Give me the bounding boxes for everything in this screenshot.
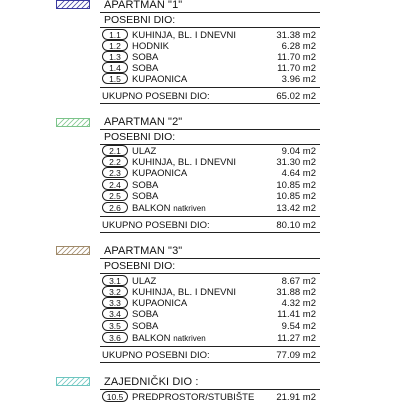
room-name	[132, 333, 206, 344]
list-item	[102, 168, 319, 179]
divider	[100, 258, 320, 259]
divider	[100, 273, 320, 274]
room-name: ULAZ	[132, 146, 157, 157]
section-title-apartman-2: APARTMAN "2"	[104, 116, 183, 128]
room-number-badge: 1.1	[102, 29, 128, 40]
room-area: 31.88 m2	[276, 287, 316, 298]
room-number-badge: 3.4	[102, 308, 128, 319]
room-number-badge: 3.6	[102, 332, 128, 343]
room-area: 4.32 m2	[281, 298, 316, 309]
room-number-badge: 2.5	[102, 190, 128, 201]
room-name: KUHINJA, BL. I DNEVNI	[132, 30, 236, 41]
hatch-swatch-common	[56, 377, 90, 386]
hatch-swatch-apartman-1	[56, 0, 90, 9]
room-name: SOBA	[132, 180, 159, 191]
room-name: HODNIK	[132, 41, 169, 52]
room-number-badge: 1.5	[102, 73, 128, 84]
room-area: 4.64 m2	[281, 168, 316, 179]
room-name: PREDPROSTOR/STUBIŠTE	[132, 392, 255, 403]
divider	[100, 389, 320, 390]
room-name: SOBA	[132, 191, 159, 202]
divider	[100, 362, 320, 363]
room-area: 13.42 m2	[276, 203, 316, 214]
divider	[100, 87, 320, 88]
room-area: 3.96 m2	[281, 74, 316, 85]
list-item	[102, 63, 319, 74]
hatch-swatch-apartman-3	[56, 246, 90, 255]
room-number-badge: 10.5	[102, 391, 128, 402]
section-title-apartman-1: APARTMAN "1"	[104, 0, 183, 11]
room-name: ULAZ	[132, 276, 157, 287]
room-number-badge: 3.5	[102, 320, 128, 331]
list-item	[102, 30, 319, 41]
list-item	[102, 333, 319, 344]
room-number-badge: 2.4	[102, 179, 128, 190]
list-item	[102, 74, 319, 85]
divider	[100, 144, 320, 145]
room-name-text: BALKON	[132, 203, 171, 214]
total-value: 77.09 m2	[276, 350, 316, 361]
room-name-text: BALKON	[132, 333, 171, 344]
room-number-badge: 3.3	[102, 297, 128, 308]
list-item	[102, 52, 319, 63]
total-value: 80.10 m2	[276, 220, 316, 231]
section-title-apartman-3: APARTMAN "3"	[104, 245, 183, 257]
list-item	[102, 298, 319, 309]
room-number-badge: 3.1	[102, 275, 128, 286]
room-area: 11.70 m2	[277, 52, 316, 63]
room-number-badge: 3.2	[102, 286, 128, 297]
list-item	[102, 203, 319, 214]
list-item	[102, 392, 319, 403]
section-subtitle: POSEBNI DIO:	[104, 14, 176, 26]
total-label: UKUPNO POSEBNI DIO:	[102, 220, 210, 231]
hatch-swatch-apartman-2	[56, 118, 90, 127]
list-item	[102, 321, 319, 332]
divider	[100, 103, 320, 104]
divider	[100, 12, 320, 13]
room-area: 11.27 m2	[277, 333, 316, 344]
room-name	[132, 203, 206, 214]
list-item	[102, 276, 319, 287]
room-area: 11.70 m2	[277, 63, 316, 74]
room-name: KUPAONICA	[132, 298, 188, 309]
list-item	[102, 180, 319, 191]
room-area: 21.91 m2	[276, 392, 316, 403]
room-area: 6.28 m2	[281, 41, 316, 52]
room-number-badge: 1.3	[102, 51, 128, 62]
room-name: SOBA	[132, 309, 159, 320]
list-item	[102, 191, 319, 202]
room-name: KUHINJA, BL. I DNEVNI	[132, 157, 236, 168]
room-number-badge: 2.1	[102, 145, 128, 156]
room-area: 10.85 m2	[276, 180, 316, 191]
total-value: 65.02 m2	[276, 91, 316, 102]
room-area: 9.04 m2	[281, 146, 316, 157]
list-item	[102, 309, 319, 320]
list-item	[102, 287, 319, 298]
section-subtitle: POSEBNI DIO:	[104, 131, 176, 143]
room-name: SOBA	[132, 52, 159, 63]
room-number-badge: 2.6	[102, 202, 128, 213]
room-area: 11.41 m2	[277, 309, 316, 320]
room-name: KUPAONICA	[132, 168, 188, 179]
room-name: SOBA	[132, 63, 159, 74]
room-name: KUHINJA, BL. I DNEVNI	[132, 287, 236, 298]
divider	[100, 216, 320, 217]
room-number-badge: 2.2	[102, 156, 128, 167]
room-number-badge: 1.4	[102, 62, 128, 73]
section-subtitle: POSEBNI DIO:	[104, 260, 176, 272]
list-item	[102, 146, 319, 157]
divider	[100, 129, 320, 130]
divider	[100, 232, 320, 233]
room-area: 8.67 m2	[281, 276, 316, 287]
room-number-badge: 2.3	[102, 167, 128, 178]
room-name: SOBA	[132, 321, 159, 332]
section-title-common: ZAJEDNIČKI DIO :	[104, 376, 199, 388]
list-item	[102, 157, 319, 168]
room-name: KUPAONICA	[132, 74, 188, 85]
room-note: natkriven	[173, 334, 206, 343]
room-area: 9.54 m2	[281, 321, 316, 332]
room-area: 10.85 m2	[276, 191, 316, 202]
total-label: UKUPNO POSEBNI DIO:	[102, 91, 210, 102]
list-item	[102, 41, 319, 52]
total-label: UKUPNO POSEBNI DIO:	[102, 350, 210, 361]
room-area: 31.30 m2	[276, 157, 316, 168]
divider	[100, 27, 320, 28]
room-note: natkriven	[173, 204, 206, 213]
room-area: 31.38 m2	[276, 30, 316, 41]
divider	[100, 346, 320, 347]
room-number-badge: 1.2	[102, 40, 128, 51]
